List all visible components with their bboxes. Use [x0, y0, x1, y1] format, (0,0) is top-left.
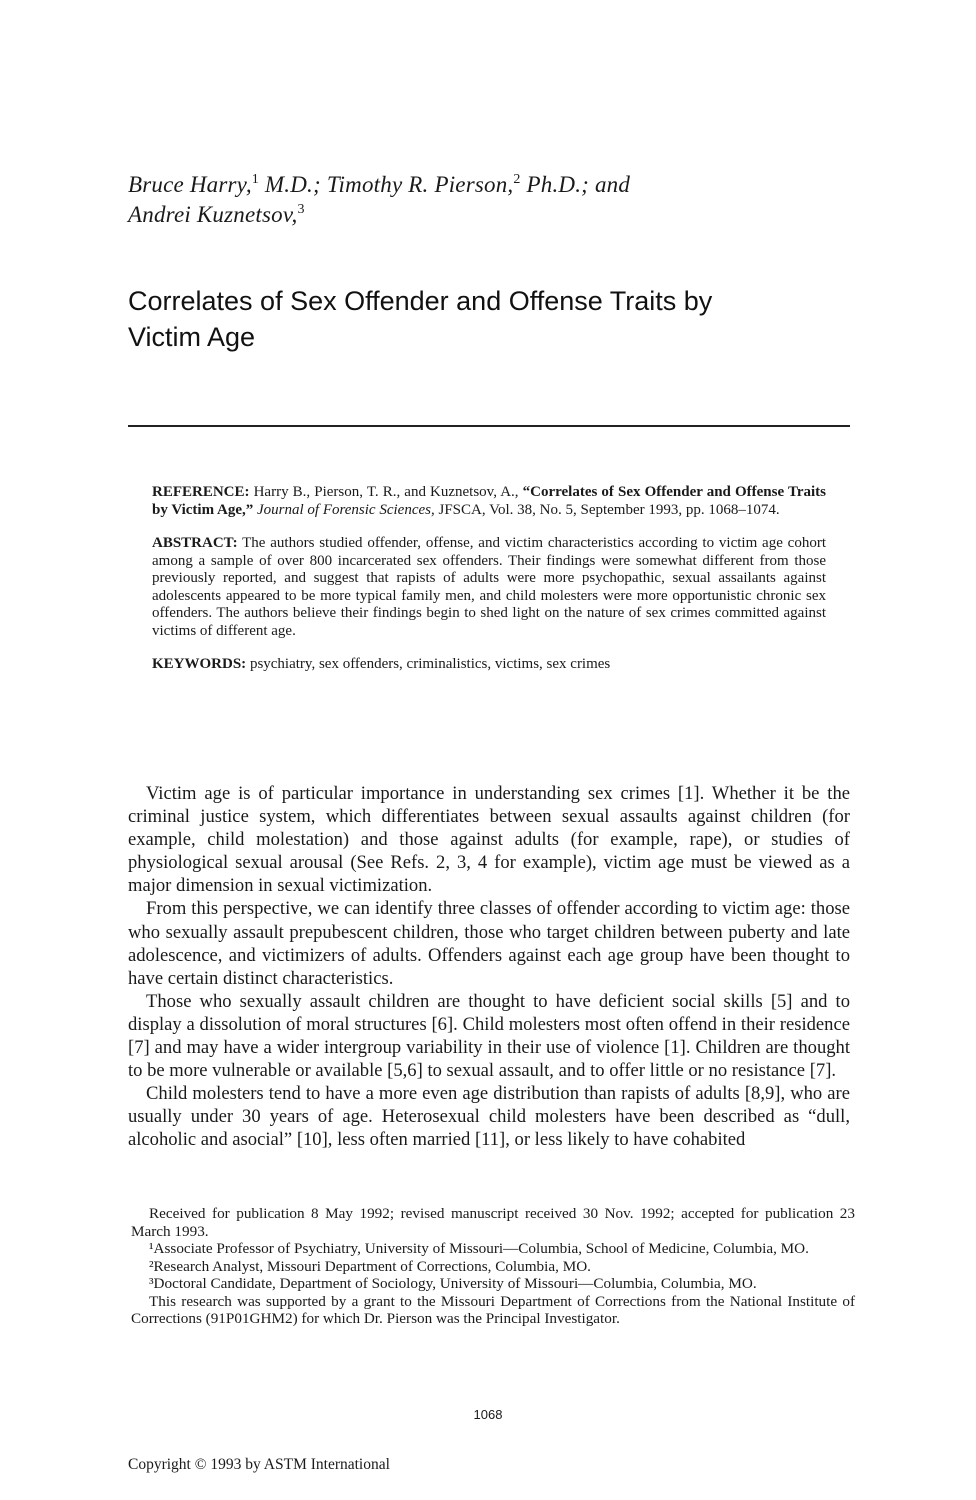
- keywords: [152, 656, 826, 674]
- abstract-text: The authors studied offender, offense, and victim characteristics according to victim age cohort among a sample of over 800 incarcerated sex offenders. Their findings were somewhat different from those previously reported, and suggest that rapists of adults were more psychopathic, sexual assailants against adolescents appeared to be more typical family men, and child molesters were more opportunistic chronic sex offenders. The authors believe their findings begin to shed light on the nature of sex crimes committed against victims of different age.: [152, 535, 826, 639]
- footnote-affiliation-3: ³Doctoral Candidate, Department of Sociology, University of Missouri—Columbia, Columbia, MO.: [149, 1275, 757, 1292]
- author-list: [128, 170, 848, 230]
- affiliation-marker: 1: [251, 172, 259, 187]
- body-paragraph: Victim age is of particular importance in understanding sex crimes [1]. Whether it be the criminal justice system, which differentiates between sexual assaults against children (for example, child molestation) and those against adults (for example, rape), or studies of physiological sexual arousal (See Refs. 2, 3, 4 for example), victim age must be viewed as a major dimension in sexual victimization.: [128, 783, 850, 897]
- body-paragraph: Those who sexually assault children are thought to have deficient social skills [5] and to display a dissolution of moral structures [6]. Child molesters most often offend in their residence [7] and may have a wider intergroup variability in their use of violence [1]. Children are thought to be more vulnerable or available [5,6] to sexual assault, and to offer little or no resistance [7].: [128, 990, 850, 1082]
- abstract: [152, 535, 826, 640]
- affiliation-marker: 3: [297, 202, 305, 217]
- title-line: Victim Age: [128, 322, 256, 352]
- title-divider: [128, 425, 850, 427]
- author-name: Timothy R. Pierson,: [326, 172, 514, 197]
- affiliation-marker: 2: [513, 172, 521, 187]
- keywords-label: KEYWORDS:: [152, 656, 247, 672]
- body-paragraph: From this perspective, we can identify three classes of offender according to victim age: those who sexually assault prepubescent children, those who target children between puberty and late adolescence, and victimizers of adults. Offenders against each age group have been thought to have certain distinct characteristics.: [128, 898, 850, 989]
- footnote-funding: This research was supported by a grant to the Missouri Department of Corrections from the National Institute of Corrections (91P01GHM2) for which Dr. Pierson was the Principal Investigator.: [131, 1292, 855, 1327]
- footnote-affiliation-1: ¹Associate Professor of Psychiatry, University of Missouri—Columbia, School of Medicine, Columbia, MO.: [149, 1240, 809, 1257]
- author-degree: Ph.D.; and: [520, 172, 631, 197]
- author-name: Andrei Kuznetsov,: [128, 202, 298, 227]
- reference-journal: Journal of Forensic Sciences: [253, 501, 431, 518]
- page-number: 1068: [473, 1407, 503, 1422]
- body-paragraph: Child molesters tend to have a more even age distribution than rapists of adults [8,9], who are usually under 30 years of age. Heterosexual child molesters have been described as “dull, alcoholic and asocial” [10], less often married [11], or less likely to have cohabited: [128, 1083, 850, 1151]
- body-text: [128, 782, 850, 1152]
- reference-citation: [152, 484, 826, 519]
- copyright-notice: Copyright © 1993 by ASTM International: [128, 1456, 390, 1473]
- reference-authors: Harry B., Pierson, T. R., and Kuznetsov, A.,: [249, 484, 523, 500]
- reference-details: , JFSCA, Vol. 38, No. 5, September 1993, pp. 1068–1074.: [430, 501, 780, 518]
- footnote-affiliation-2: ²Research Analyst, Missouri Department of Corrections, Columbia, MO.: [149, 1257, 591, 1275]
- footnotes: [131, 1205, 855, 1328]
- reference-article-title: “Correlates of Sex Offender and Offense Traits by Victim Age,”: [152, 484, 826, 518]
- abstract-label: ABSTRACT:: [152, 535, 238, 551]
- reference-label: REFERENCE:: [152, 484, 250, 500]
- keywords-text: psychiatry, sex offenders, criminalistics, victims, sex crimes: [246, 656, 611, 672]
- title-line: Correlates of Sex Offender and Offense Traits by: [128, 286, 713, 316]
- footnote-received: Received for publication 8 May 1992; revised manuscript received 30 Nov. 1992; accepted for publication 23 March 1993.: [131, 1205, 855, 1240]
- abstract-block: [152, 484, 826, 690]
- author-name: Bruce Harry,: [128, 172, 252, 197]
- paper-title: [128, 283, 848, 355]
- author-degree: M.D.;: [258, 172, 327, 197]
